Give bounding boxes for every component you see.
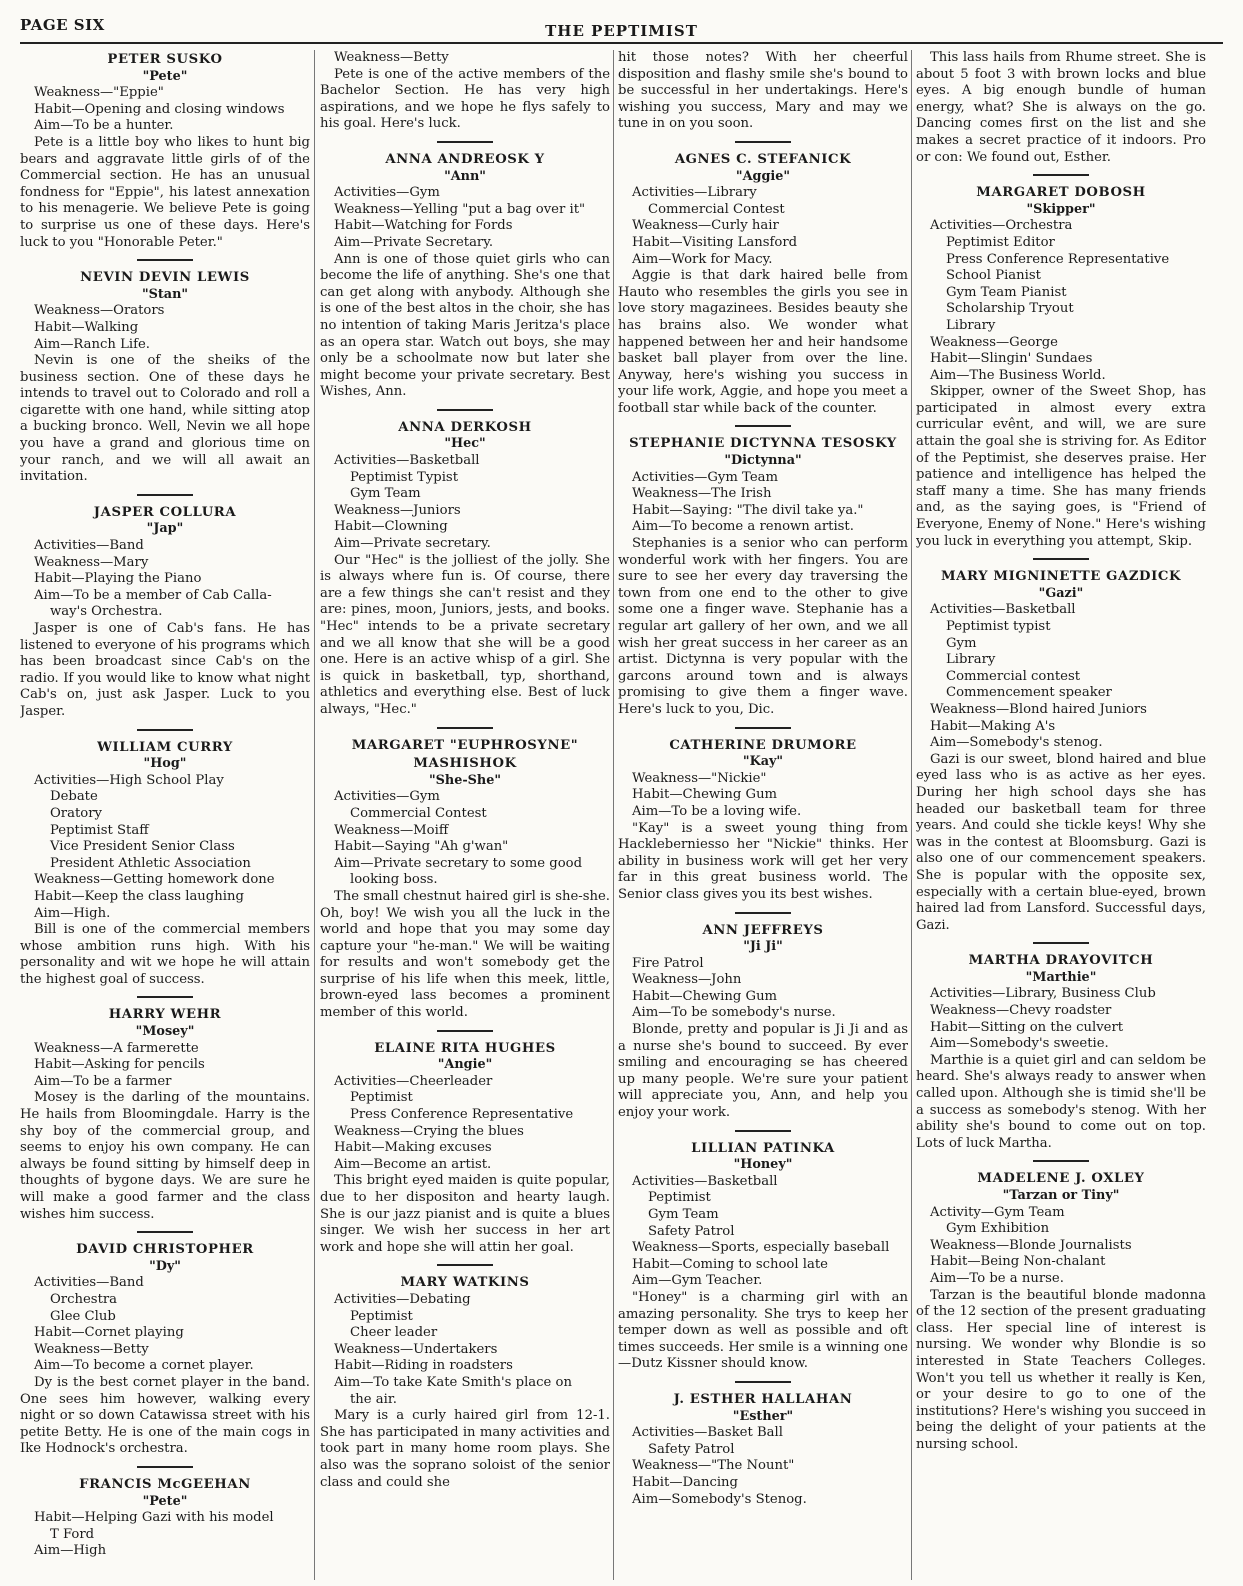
student-attribute: Weakness—Moiff bbox=[334, 822, 449, 838]
student-attribute: Weakness—The Irish bbox=[632, 486, 772, 502]
student-profile-paragraph: Marthie is a quiet girl and can seldom be heard. She's always ready to answer when called upon. Although she is timid she'll be a success as somebody's stenog. With her ability she's bound to come out on top. Lots of luck Martha. bbox=[916, 1052, 1206, 1151]
student-attribute: Activity—Gym Team bbox=[930, 1204, 1065, 1220]
student-attribute-continued: Cheer leader bbox=[350, 1325, 438, 1341]
student-attribute: Habit—Opening and closing windows bbox=[34, 101, 285, 117]
section-separator bbox=[137, 1231, 193, 1233]
student-name: MADELENE J. OXLEY bbox=[977, 1171, 1145, 1187]
student-attribute: Activities—Gym Team bbox=[632, 469, 778, 485]
section-separator bbox=[735, 912, 791, 914]
student-attribute: Aim—To become a cornet player. bbox=[34, 1358, 254, 1374]
student-name: FRANCIS McGEEHAN bbox=[79, 1476, 251, 1492]
student-attribute: Weakness—A farmerette bbox=[34, 1040, 199, 1056]
student-attribute: Aim—To be somebody's nurse. bbox=[632, 1005, 836, 1021]
section-separator bbox=[137, 996, 193, 998]
student-name: HARRY WEHR bbox=[108, 1007, 222, 1023]
student-nickname: "Jap" bbox=[146, 521, 184, 537]
student-attribute: Weakness—Crying the blues bbox=[334, 1123, 524, 1139]
student-attribute: Aim—Work for Macy. bbox=[632, 251, 773, 267]
student-profile-paragraph: Nevin is one of the sheiks of the business section. One of these days he intends to travel out to Colorado and roll a cigarette with one hand, while sitting atop a bucking bronco. Well, Nevin we all hope you have a grand and glorious time on your ranch, and we will all await an invitation. bbox=[20, 353, 310, 485]
student-attribute: Weakness—Getting homework done bbox=[34, 872, 275, 888]
student-nickname: "Mosey" bbox=[135, 1024, 195, 1040]
student-attribute: Activities—Basketball bbox=[632, 1173, 778, 1189]
student-attribute: Weakness—Sports, especially baseball bbox=[632, 1240, 890, 1256]
student-profile-paragraph: Our "Hec" is the jolliest of the jolly. She is always where fun is. Of course, there are a few things she can't resist and they are: pines, moon, Juniors, jests, and books. "Hec" intends to be a private secretary and we all know that she will be a good one. Here is an active whisp of a girl. She is quick in basketball, typ, shorthand, athletics and everything else. Best of luck always, "Hec." bbox=[320, 552, 610, 717]
student-attribute: Weakness—George bbox=[930, 334, 1058, 350]
student-name: MARY MIGNINETTE GAZDICK bbox=[940, 569, 1182, 585]
column-1 bbox=[20, 50, 310, 1580]
column-3 bbox=[618, 50, 908, 1580]
student-name: LILLIAN PATINKA bbox=[691, 1140, 835, 1156]
student-attribute: Aim—Ranch Life. bbox=[34, 336, 150, 352]
student-attribute: Habit—Making A's bbox=[930, 718, 1056, 734]
student-profile-paragraph: Jasper is one of Cab's fans. He has listened to everyone of his programs which has been broadcast since Cab's on the radio. If you would like to know what night Cab's on, just ask Jasper. Luck to you Jasper. bbox=[20, 621, 310, 719]
student-attribute: Weakness—Mary bbox=[34, 554, 149, 570]
student-attribute-continued: way's Orchestra. bbox=[50, 604, 163, 620]
student-attribute-continued: Press Conference Representative bbox=[350, 1107, 574, 1123]
publication-title: THE PEPTIMIST bbox=[545, 22, 698, 40]
student-attribute-continued: Oratory bbox=[50, 805, 102, 821]
student-nickname: "She-She" bbox=[428, 772, 502, 788]
student-attribute: Aim—High. bbox=[34, 905, 111, 921]
section-separator bbox=[137, 729, 193, 731]
student-attribute: Weakness—John bbox=[632, 972, 742, 988]
student-profile-paragraph: Blonde, pretty and popular is Ji Ji and as a nurse she's bound to succeed. By ever smiling and encouraging se has cheered up many people. We're sure your patient will appreciate you, Ann, and help you enjoy your work. bbox=[618, 1022, 908, 1121]
student-nickname: "Pete" bbox=[142, 1493, 188, 1509]
student-attribute: Weakness—Curly hair bbox=[632, 218, 779, 234]
student-attribute: Habit—Cornet playing bbox=[34, 1325, 184, 1341]
student-nickname: "Hec" bbox=[444, 436, 486, 452]
student-attribute: Aim—Private Secretary. bbox=[334, 234, 494, 250]
student-attribute-continued: Glee Club bbox=[50, 1308, 116, 1324]
student-attribute-continued: Peptimist typist bbox=[946, 619, 1051, 634]
student-attribute-continued: Safety Patrol bbox=[648, 1223, 735, 1239]
student-attribute: Aim—Somebody's Stenog. bbox=[632, 1491, 807, 1507]
student-attribute: Aim—To be a member of Cab Calla- bbox=[34, 587, 272, 603]
student-attribute: Habit—Saying "Ah g'wan" bbox=[334, 839, 509, 855]
student-attribute-continued: Commercial contest bbox=[946, 668, 1081, 684]
student-attribute: Habit—Sitting on the culvert bbox=[930, 1019, 1124, 1035]
student-profile-paragraph: Bill is one of the commercial members whose ambition runs high. With his personality and wit we hope he will attain the highest goal of success. bbox=[20, 922, 310, 987]
student-attribute: Aim—To become a renown artist. bbox=[632, 519, 854, 535]
student-attribute: Aim—Private secretary to some good bbox=[334, 855, 583, 871]
student-nickname: "Pete" bbox=[142, 68, 188, 84]
student-name: ANNA ANDREOSK Y bbox=[385, 151, 545, 167]
student-name: NEVIN DEVIN LEWIS bbox=[80, 270, 250, 286]
section-separator bbox=[1033, 558, 1089, 560]
student-attribute: Habit—Riding in roadsters bbox=[334, 1358, 513, 1374]
student-profile-paragraph: Aggie is that dark haired belle from Hauto who resembles the girls you see in love story magazinees. Besides beauty she has brains also. We wonder what happened between her and heir handsome basket ball player from over the line. Anyway, here's wishing you success in your life work, Aggie, and hope you meet a football star while back of the counter. bbox=[618, 268, 908, 416]
student-profile-paragraph: "Kay" is a sweet young thing from Hackleberniesso her "Nickie" thinks. Her ability in business work will get her very far in this great business world. The Senior class gives you its best wishes. bbox=[618, 820, 908, 902]
student-nickname: "Angie" bbox=[437, 1057, 493, 1073]
student-profile-paragraph: This bright eyed maiden is quite popular, due to her dispositon and hearty laugh. She is our jazz pianist and is quite a blues singer. We wish her success in her art work and hope she will attin her goal. bbox=[320, 1173, 610, 1255]
student-attribute-continued: President Athletic Association bbox=[50, 855, 251, 871]
student-attribute: Weakness—Betty bbox=[34, 1341, 149, 1357]
student-profile-paragraph: Skipper, owner of the Sweet Shop, has participated in almost every extra curricular evênt, and will, we are sure attain the goal she is striving for. As Editor of the Peptimist, she deserves praise. Her patience and intelligence has helped the staff many a time. She has many friends and, as the saying goes, is "Friend of Everyone, Enemy of None." Here's wishing you luck in everything you attempt, Skip. bbox=[916, 384, 1206, 549]
section-separator bbox=[735, 141, 791, 143]
section-separator bbox=[735, 727, 791, 729]
student-attribute-continued: Peptimist bbox=[350, 1090, 413, 1106]
student-attribute: Aim—To be a farmer bbox=[34, 1073, 172, 1089]
student-profile-paragraph: Gazi is our sweet, blond haired and blue eyed lass who is as active as her eyes. During her high school days she has headed our basketball team for three years. And could she tickle keys! Why she was in the contest at Bloomsburg. Gazi is also one of our commencement speakers. She is popular with the opposite sex, especially with a certain blue-eyed, brown haired lad from Lansford. Successful days, Gazi. bbox=[916, 751, 1206, 933]
student-attribute: Habit—Playing the Piano bbox=[34, 571, 202, 587]
student-attribute: Habit—Asking for pencils bbox=[34, 1057, 205, 1073]
student-name: AGNES C. STEFANICK bbox=[674, 151, 852, 167]
student-attribute-continued: Commencement speaker bbox=[946, 685, 1112, 701]
student-profile-paragraph: hit those notes? With her cheerful disposition and flashy smile she's bound to be successful in her undertakings. Here's wishing you success, Mary and may we tune in on you soon. bbox=[618, 50, 908, 132]
student-nickname: "Skipper" bbox=[1026, 201, 1096, 217]
student-name: ANN JEFFREYS bbox=[702, 922, 824, 938]
student-attribute: Habit—Coming to school late bbox=[632, 1256, 828, 1272]
column-4 bbox=[916, 50, 1206, 1580]
student-attribute-continued: Peptimist bbox=[648, 1190, 711, 1206]
student-profile-paragraph: The small chestnut haired girl is she-she. Oh, boy! We wish you all the luck in the world and hope that you may some day capture your "he-man." We will be waiting for results and won't somebody get the surprise of his life when this meek, little, brown-eyed lass becomes a prominent member of this world. bbox=[320, 888, 610, 1021]
student-attribute: Habit—Watching for Fords bbox=[334, 218, 513, 234]
student-attribute-continued: Peptimist Staff bbox=[50, 822, 149, 838]
student-attribute: Weakness—"Eppie" bbox=[34, 85, 164, 101]
student-attribute-continued: School Pianist bbox=[946, 268, 1041, 284]
student-attribute: Activities—Orchestra bbox=[930, 218, 1073, 234]
student-nickname: "Dictynna" bbox=[724, 453, 802, 469]
student-name: J. ESTHER HALLAHAN bbox=[673, 1391, 853, 1407]
student-name: STEPHANIE DICTYNNA TESOSKY bbox=[629, 436, 897, 452]
student-attribute: Activities—Gym bbox=[334, 185, 440, 201]
student-attribute: Activities—Library, Business Club bbox=[930, 986, 1156, 1002]
student-attribute: Aim—To be a nurse. bbox=[930, 1270, 1064, 1286]
student-nickname: "Stan" bbox=[141, 286, 189, 302]
student-attribute: Activities—Gym bbox=[334, 789, 440, 805]
student-attribute: Aim—Somebody's sweetie. bbox=[930, 1036, 1109, 1052]
student-name: MASHISHOK bbox=[413, 756, 517, 772]
student-profile-paragraph: Ann is one of those quiet girls who can become the life of anything. She's one that can get along with anybody. Although she is one of the best altos in the choir, she has no intention of taking Maris Jeritza's place as an opera star. Watch out boys, she may only be a schoolmate now but later she might become your private secretary. Best Wishes, Ann. bbox=[320, 251, 610, 400]
student-attribute: Activities—High School Play bbox=[34, 772, 224, 788]
section-separator bbox=[735, 1130, 791, 1132]
section-separator bbox=[437, 1030, 493, 1032]
student-attribute: Aim—Private secretary. bbox=[334, 536, 491, 552]
student-nickname: "Marthie" bbox=[1025, 969, 1097, 985]
section-separator bbox=[1033, 942, 1089, 944]
section-separator bbox=[437, 727, 493, 729]
student-attribute: Habit—Dancing bbox=[632, 1474, 738, 1490]
student-attribute-continued: Commercial Contest bbox=[648, 201, 785, 217]
student-nickname: "Gazi" bbox=[1038, 585, 1084, 601]
student-name: ANNA DERKOSH bbox=[398, 419, 532, 435]
student-attribute-continued: Library bbox=[946, 652, 996, 668]
student-profile-paragraph: "Honey" is a charming girl with an amazing personality. She trys to keep her temper down as well as possible and oft times succeeds. Her smile is a winning one—Dutz Kissner should know. bbox=[618, 1289, 908, 1372]
student-attribute: Activities—Band bbox=[34, 538, 144, 554]
student-attribute-continued: Gym Exhibition bbox=[946, 1221, 1050, 1237]
section-separator bbox=[137, 1466, 193, 1468]
student-nickname: "Esther" bbox=[732, 1408, 794, 1424]
student-attribute-continued: Safety Patrol bbox=[648, 1441, 735, 1457]
student-attribute: Weakness—Orators bbox=[34, 303, 165, 319]
student-name: ELAINE RITA HUGHES bbox=[374, 1040, 556, 1056]
column-divider bbox=[911, 50, 912, 1580]
student-attribute: Aim—Gym Teacher. bbox=[632, 1273, 763, 1289]
section-separator bbox=[437, 409, 493, 411]
student-attribute: Weakness—Juniors bbox=[334, 502, 461, 518]
student-attribute-continued: Commercial Contest bbox=[350, 805, 487, 821]
section-separator bbox=[1033, 174, 1089, 176]
student-attribute: Aim—To take Kate Smith's place on bbox=[334, 1374, 572, 1390]
student-profile-paragraph: Tarzan is the beautiful blonde madonna of the 12 section of the present graduating class. Her special line of interest is nursing. We wonder why Blondie is so interested in State Teachers Colleges. Won't you tell us whether it really is Ken, or your desire to go to one of the institutions? Here's wishing you succeed in being the delight of your patients at the nursing school. bbox=[916, 1287, 1206, 1452]
student-nickname: "Aggie" bbox=[735, 168, 791, 184]
student-attribute: Aim—To be a loving wife. bbox=[632, 803, 802, 819]
student-profile-paragraph: Dy is the best cornet player in the band. One sees him however, walking every night or so down Catawissa street with his petite Betty. He is one of the main cogs in Ike Hodnock's orchestra. bbox=[20, 1374, 310, 1457]
student-attribute: Weakness—Blonde Journalists bbox=[930, 1237, 1132, 1253]
student-attribute: Aim—Somebody's stenog. bbox=[930, 735, 1103, 751]
student-nickname: "Dy" bbox=[149, 1258, 181, 1274]
student-nickname: "Kay" bbox=[742, 754, 784, 770]
student-attribute: Activities—Debating bbox=[334, 1291, 471, 1307]
header-rule bbox=[20, 42, 1223, 44]
student-attribute: Habit—Making excuses bbox=[334, 1140, 492, 1156]
student-attribute: Aim—To be a hunter. bbox=[34, 118, 174, 134]
student-attribute: Activities—Basket Ball bbox=[632, 1425, 783, 1441]
student-attribute: Weakness—"Nickie" bbox=[632, 770, 767, 786]
student-attribute: Activities—Band bbox=[34, 1275, 144, 1291]
student-name: MARTHA DRAYOVITCH bbox=[968, 953, 1154, 969]
student-attribute: Activities—Cheerleader bbox=[334, 1073, 493, 1089]
student-nickname: "Ann" bbox=[444, 168, 486, 184]
student-attribute: Activities—Basketball bbox=[930, 602, 1076, 618]
student-name: MARGARET "EUPHROSYNE" bbox=[351, 737, 579, 753]
student-attribute-continued: Scholarship Tryout bbox=[946, 301, 1074, 317]
student-attribute: Habit—Slingin' Sundaes bbox=[930, 351, 1093, 367]
student-attribute-continued: Peptimist bbox=[350, 1308, 413, 1324]
student-attribute: Aim—High bbox=[34, 1543, 107, 1559]
student-profile-paragraph: Pete is a little boy who likes to hunt big bears and aggravate little girls of of the Commercial section. He has an unusual fondness for "Eppie", his latest annexation to his menagerie. We believe Pete is going to surprise us one of these days. Here's luck to you "Honorable Peter." bbox=[20, 134, 310, 250]
student-attribute: Weakness—Yelling "put a bag over it" bbox=[334, 201, 586, 217]
student-attribute-continued: Orchestra bbox=[50, 1291, 118, 1307]
section-separator bbox=[735, 425, 791, 427]
section-separator bbox=[1033, 1160, 1089, 1162]
student-attribute: Aim—Become an artist. bbox=[334, 1156, 492, 1172]
section-separator bbox=[137, 259, 193, 261]
student-name: CATHERINE DRUMORE bbox=[669, 737, 857, 753]
student-attribute-continued: Gym Team Pianist bbox=[946, 284, 1067, 300]
student-name: MARY WATKINS bbox=[400, 1275, 530, 1291]
student-attribute: Weakness—Undertakers bbox=[334, 1341, 498, 1357]
student-attribute: Habit—Walking bbox=[34, 319, 139, 335]
student-attribute-continued: Gym Team bbox=[648, 1207, 719, 1222]
student-name: WILLIAM CURRY bbox=[97, 739, 233, 755]
student-attribute: Habit—Helping Gazi with his model bbox=[34, 1510, 274, 1526]
student-attribute: Weakness—"The Nount" bbox=[632, 1458, 795, 1474]
student-name: JASPER COLLURA bbox=[93, 504, 237, 520]
student-nickname: "Tarzan or Tiny" bbox=[1002, 1188, 1120, 1203]
student-attribute-continued: Gym bbox=[946, 635, 977, 651]
student-profile-paragraph: Stephanies is a senior who can perform wonderful work with her fingers. You are sure to see her every day traversing the town from one end to the other to give some one a finger wave. Stephanie has a regular art gallery of her own, and we all wish her great success in her career as an artist. Dictynna is very popular with the garcons around town and is always promising to give them a finger wave. Here's luck to you, Dic. bbox=[618, 536, 908, 717]
student-attribute-continued: Vice President Senior Class bbox=[50, 839, 235, 855]
student-nickname: "Ji Ji" bbox=[743, 939, 783, 955]
student-attribute: Fire Patrol bbox=[632, 955, 704, 971]
student-attribute-continued: Debate bbox=[50, 789, 98, 805]
student-attribute-continued: Peptimist Editor bbox=[946, 234, 1055, 250]
student-attribute: Aim—The Business World. bbox=[930, 367, 1106, 383]
student-profile-paragraph: Mary is a curly haired girl from 12-1. She has participated in many activities and took part in many home room plays. She also was the soprano soloist of the senior class and could she bbox=[320, 1408, 610, 1490]
student-attribute: Weakness—Chevy roadster bbox=[930, 1003, 1112, 1019]
section-separator bbox=[137, 494, 193, 496]
student-profile-paragraph: Mosey is the darling of the mountains. He hails from Bloomingdale. Harry is the shy boy of the commercial group, and seems to enjoy his own company. He can always be found sitting by himself deep in thoughts of bygone days. We are sure he will make a good farmer and the class wishes him success. bbox=[20, 1090, 310, 1222]
student-attribute-continued: the air. bbox=[350, 1391, 397, 1407]
student-name: PETER SUSKO bbox=[107, 52, 223, 67]
student-attribute: Habit—Keep the class laughing bbox=[34, 888, 244, 904]
student-attribute: Habit—Chewing Gum bbox=[632, 988, 778, 1004]
student-attribute-continued: looking boss. bbox=[350, 872, 438, 888]
column-2 bbox=[320, 50, 610, 1580]
student-attribute: Habit—Chewing Gum bbox=[632, 787, 778, 803]
section-separator bbox=[437, 1264, 493, 1266]
student-attribute-continued: Peptimist Typist bbox=[350, 469, 458, 485]
student-profile-paragraph: Pete is one of the active members of the Bachelor Section. He has very high aspirations, and we hope he flys safely to his goal. Here's luck. bbox=[320, 66, 610, 132]
student-nickname: "Honey" bbox=[733, 1157, 793, 1173]
student-attribute: Habit—Visiting Lansford bbox=[632, 234, 798, 250]
student-profile-paragraph: This lass hails from Rhume street. She is about 5 foot 3 with brown locks and blue eyes. A big enough bundle of human energy, what? She is always on the go. Dancing comes first on the list and she makes a secret practice of it indoors. Pro or con: We found out, Esther. bbox=[916, 50, 1206, 165]
student-nickname: "Hog" bbox=[143, 756, 187, 772]
student-attribute: Habit—Clowning bbox=[334, 519, 448, 535]
column-divider bbox=[314, 50, 315, 1580]
column-divider bbox=[613, 50, 614, 1580]
student-attribute: Weakness—Betty bbox=[334, 50, 449, 65]
student-attribute-continued: Press Conference Representative bbox=[946, 251, 1170, 267]
student-name: DAVID CHRISTOPHER bbox=[76, 1242, 254, 1258]
student-attribute-continued: Library bbox=[946, 317, 996, 333]
student-attribute-continued: Gym Team bbox=[350, 486, 421, 502]
student-attribute: Weakness—Blond haired Juniors bbox=[930, 701, 1147, 717]
student-attribute: Activities—Library bbox=[632, 185, 757, 201]
section-separator bbox=[735, 1381, 791, 1383]
student-name: MARGARET DOBOSH bbox=[976, 185, 1146, 201]
section-separator bbox=[437, 141, 493, 143]
student-attribute-continued: T Ford bbox=[50, 1526, 95, 1542]
student-attribute: Habit—Saying: "The divil take ya." bbox=[632, 502, 864, 518]
page-number: PAGE SIX bbox=[20, 16, 105, 34]
student-attribute: Activities—Basketball bbox=[334, 453, 480, 469]
student-attribute: Habit—Being Non-chalant bbox=[930, 1254, 1106, 1270]
